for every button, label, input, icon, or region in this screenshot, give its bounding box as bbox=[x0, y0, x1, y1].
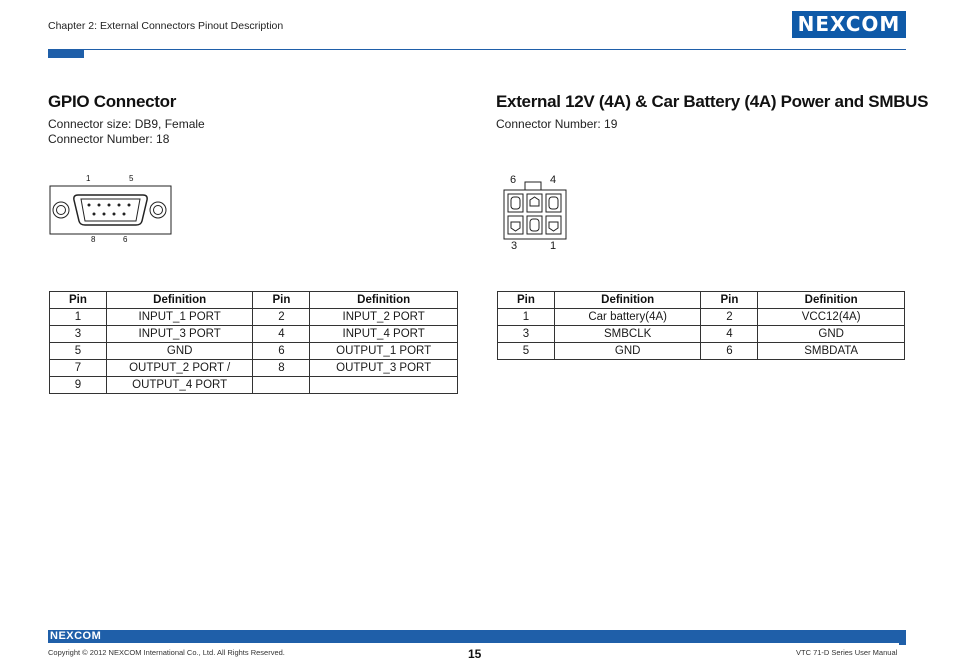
db9-diagram bbox=[48, 174, 173, 246]
power-label-pin6: 6 bbox=[510, 174, 517, 186]
power-pin-table bbox=[497, 291, 905, 360]
db9-label-pin6: 6 bbox=[123, 235, 128, 244]
table-header-row bbox=[498, 292, 905, 309]
definition-cell: INPUT_3 PORT bbox=[106, 326, 253, 343]
definition-cell: Car battery(4A) bbox=[554, 309, 701, 326]
power-connector-diagram bbox=[500, 172, 575, 256]
table-header-cell: Pin bbox=[50, 292, 107, 309]
gpio-title: GPIO Connector bbox=[48, 92, 177, 111]
pin-cell: 1 bbox=[50, 309, 107, 326]
gpio-connector-size: Connector size: DB9, Female bbox=[48, 117, 205, 131]
nexcom-logo bbox=[792, 11, 906, 38]
gpio-pin-table bbox=[49, 291, 458, 394]
db9-label-pin1: 1 bbox=[86, 174, 91, 183]
definition-cell: INPUT_2 PORT bbox=[310, 309, 458, 326]
logo-text: NEXCOM bbox=[797, 12, 901, 36]
table-header-row bbox=[50, 292, 458, 309]
pin-cell: 4 bbox=[253, 326, 310, 343]
definition-cell: OUTPUT_4 PORT bbox=[106, 377, 253, 394]
table-row bbox=[50, 343, 458, 360]
definition-cell: GND bbox=[106, 343, 253, 360]
footer-square-icon bbox=[899, 638, 906, 645]
pin-cell: 2 bbox=[701, 309, 758, 326]
pin-cell: 3 bbox=[498, 326, 555, 343]
table-row bbox=[498, 326, 905, 343]
definition-cell: OUTPUT_2 PORT / bbox=[106, 360, 253, 377]
pin-cell: 3 bbox=[50, 326, 107, 343]
table-row bbox=[50, 326, 458, 343]
pin-cell: 1 bbox=[498, 309, 555, 326]
header-accent-bar bbox=[48, 50, 84, 58]
pin-cell: 9 bbox=[50, 377, 107, 394]
pin-cell: 5 bbox=[498, 343, 555, 360]
table-header-cell: Pin bbox=[253, 292, 310, 309]
db9-label-pin5: 5 bbox=[129, 174, 134, 183]
definition-cell: VCC12(4A) bbox=[758, 309, 905, 326]
definition-cell: SMBCLK bbox=[554, 326, 701, 343]
pin-cell: 7 bbox=[50, 360, 107, 377]
footer-bar bbox=[48, 630, 906, 643]
table-header-cell: Definition bbox=[310, 292, 458, 309]
pin-cell: 4 bbox=[701, 326, 758, 343]
table-header-cell: Pin bbox=[701, 292, 758, 309]
pin-cell: 2 bbox=[253, 309, 310, 326]
definition-cell bbox=[310, 377, 458, 394]
pin-cell: 8 bbox=[253, 360, 310, 377]
chapter-title: Chapter 2: External Connectors Pinout Description bbox=[48, 20, 284, 32]
definition-cell: GND bbox=[758, 326, 905, 343]
table-header-cell: Definition bbox=[106, 292, 253, 309]
header-divider bbox=[48, 49, 906, 50]
manual-title: VTC 71-D Series User Manual bbox=[796, 648, 898, 657]
pin-cell bbox=[253, 377, 310, 394]
power-smbus-title: External 12V (4A) & Car Battery (4A) Power and SMBUS bbox=[496, 92, 929, 111]
definition-cell: GND bbox=[554, 343, 701, 360]
definition-cell: INPUT_1 PORT bbox=[106, 309, 253, 326]
gpio-connector-number: Connector Number: 18 bbox=[48, 132, 170, 146]
definition-cell: OUTPUT_1 PORT bbox=[310, 343, 458, 360]
footer-square-icon bbox=[890, 630, 897, 637]
pin-cell: 5 bbox=[50, 343, 107, 360]
table-header-cell: Pin bbox=[498, 292, 555, 309]
table-header-cell: Definition bbox=[554, 292, 701, 309]
pin-cell: 6 bbox=[253, 343, 310, 360]
definition-cell: OUTPUT_3 PORT bbox=[310, 360, 458, 377]
copyright-text: Copyright © 2012 NEXCOM International Co., Ltd. All Rights Reserved. bbox=[48, 648, 285, 657]
table-header-cell: Definition bbox=[758, 292, 905, 309]
db9-label-pin8: 8 bbox=[91, 235, 96, 244]
table-row bbox=[50, 309, 458, 326]
power-label-pin1: 1 bbox=[550, 240, 557, 252]
power-label-pin4: 4 bbox=[550, 174, 557, 186]
table-row bbox=[50, 360, 458, 377]
pin-cell: 6 bbox=[701, 343, 758, 360]
power-connector-number: Connector Number: 19 bbox=[496, 117, 618, 131]
power-label-pin3: 3 bbox=[511, 240, 518, 252]
footer-logo: NEXCOM bbox=[50, 630, 102, 642]
page-number: 15 bbox=[468, 647, 482, 661]
table-row bbox=[498, 309, 905, 326]
definition-cell: SMBDATA bbox=[758, 343, 905, 360]
definition-cell: INPUT_4 PORT bbox=[310, 326, 458, 343]
table-row bbox=[498, 343, 905, 360]
table-row bbox=[50, 377, 458, 394]
